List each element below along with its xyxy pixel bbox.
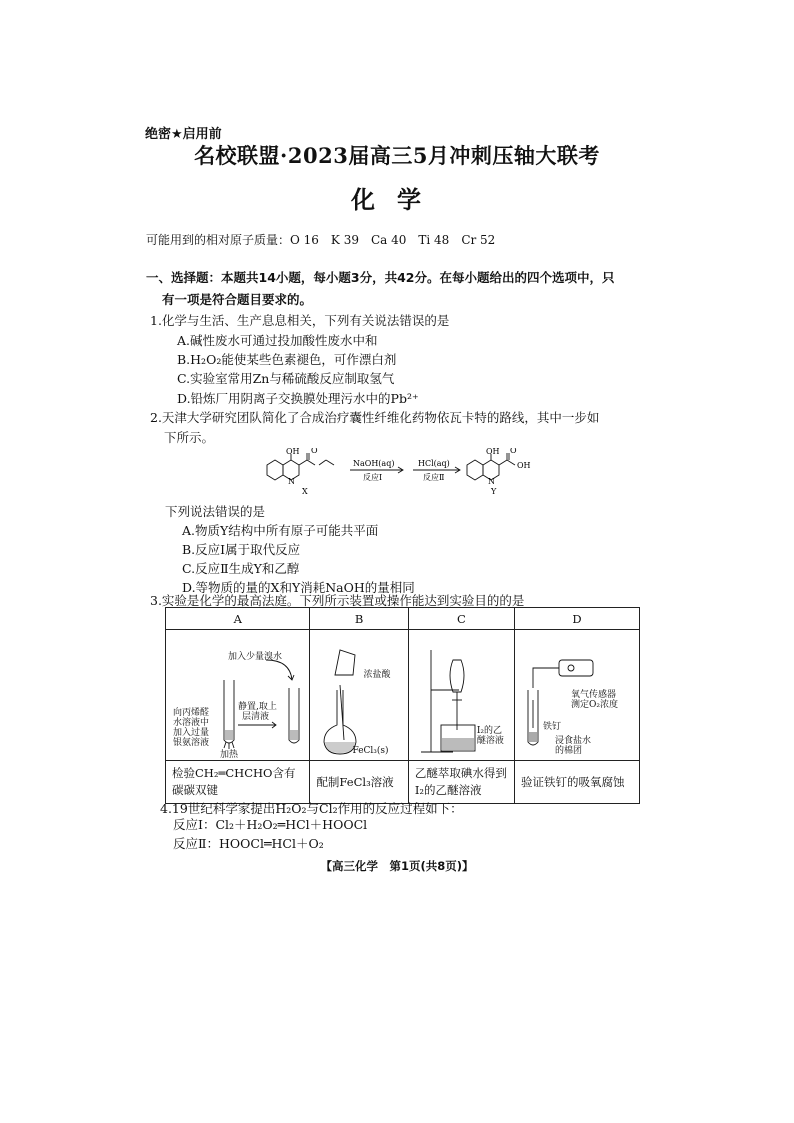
section-heading: 一、选择题：本题共14小题，每小题3分，共42分。在每小题给出的四个选项中，只 [146, 270, 615, 285]
connecting-tube [533, 668, 559, 688]
q2-option-b: B.反应Ⅰ属于取代反应 [182, 542, 301, 557]
caption-c: 乙醚萃取碘水得到I₂的乙醚溶液 [408, 761, 514, 804]
sensor-label-1: 氧气传感器 [571, 690, 617, 700]
cotton-label-1: 浸食盐水 [555, 736, 592, 746]
y-acid-oh: OH [517, 461, 531, 470]
q1-option-d: D.铅炼厂用阴离子交换膜处理污水中的Pb²⁺ [177, 391, 419, 406]
acrolein-label-1: 向丙烯醛 [173, 708, 210, 718]
acrolein-label-4: 银氨溶液 [173, 738, 210, 748]
add-bromine-label: 加入少量溴水 [228, 652, 283, 662]
cotton-label-2: 的棉团 [555, 746, 583, 756]
col-header-c: C [408, 608, 514, 630]
salt-cotton [529, 732, 537, 742]
subject-title: 化学 [351, 185, 443, 214]
acrolein-label-2: 水溶液中 [173, 718, 210, 728]
caption-d: 验证铁钉的吸氧腐蚀 [515, 761, 640, 804]
oxygen-sensor [559, 660, 593, 676]
experiment-table [165, 607, 640, 804]
acrolein-label-3: 加入过量 [173, 728, 210, 738]
heat-label: 加热 [220, 750, 239, 760]
confidential-label: 绝密★启用前 [145, 127, 222, 142]
reagent-2: HCl(aq) [418, 459, 450, 468]
col-header-b: B [310, 608, 408, 630]
col-header-d: D [515, 608, 640, 630]
q1-option-b: B.H₂O₂能使某些色素褪色，可作漂白剂 [177, 352, 397, 367]
separatory-funnel [450, 660, 464, 692]
exam-title: 名校联盟·2023届高三5月冲刺压轴大联考 [194, 143, 600, 168]
q2-option-d: D.等物质的量的X和Y消耗NaOH的量相同 [182, 580, 415, 595]
apparatus-d [515, 630, 640, 761]
q1-option-a: A.碱性废水可通过投加酸性废水中和 [177, 333, 378, 348]
x-benzene-ring [267, 460, 283, 480]
settle-label-1: 静置,取上 [238, 702, 277, 712]
x-oh-label: OH [286, 448, 300, 456]
bromine-arrow [266, 660, 292, 680]
y-n-label: N [488, 477, 495, 486]
y-oh-label: OH [486, 448, 500, 456]
step-1-label: 反应Ⅰ [363, 473, 383, 482]
apparatus-a [166, 630, 310, 761]
col-header-a: A [166, 608, 310, 630]
q3-stem: 3.实验是化学的最高法庭。下列所示装置或操作能达到实验目的的是 [150, 593, 525, 608]
q2-ask: 下列说法错误的是 [165, 504, 266, 519]
settle-label-2: 层清液 [242, 712, 270, 722]
q2-stem: 2.天津大学研究团队简化了合成治疗囊性纤维化药物依瓦卡特的路线，其中一步如 [150, 410, 600, 425]
section-heading-cont: 有一项是符合题目要求的。 [162, 292, 313, 307]
step-2-label: 反应Ⅱ [423, 473, 445, 482]
iodine-ether-label-1: I₂的乙 [476, 726, 503, 736]
q4-stem: 4.19世纪科学家提出H₂O₂与Cl₂作用的反应过程如下： [160, 801, 463, 816]
sensor-label-2: 测定O₂浓度 [571, 700, 619, 710]
x-carbonyl-o: O [311, 448, 318, 455]
apparatus-b [310, 630, 408, 761]
caption-a: 检验CH₂═CHCHO含有碳碳双键 [166, 761, 310, 804]
q1-stem: 1.化学与生活、生产息息相关，下列有关说法错误的是 [150, 313, 450, 328]
heat-flame [224, 742, 234, 749]
x-label: X [302, 487, 308, 496]
caption-b: 配制FeCl₃溶液 [310, 761, 408, 804]
y-label: Y [491, 487, 497, 496]
q1-option-c: C.实验室常用Zn与稀硫酸反应制取氢气 [177, 371, 395, 386]
iodine-ether-label-2: 醚溶液 [476, 736, 504, 746]
acid-beaker [335, 650, 355, 675]
fecl3-solid-label: FeCl₃(s) [352, 746, 389, 756]
q4-reaction-1: 反应Ⅰ：Cl₂＋H₂O₂═HCl＋HOOCl [173, 817, 368, 832]
conc-hcl-label: 浓盐酸 [363, 670, 391, 680]
reaction-scheme [255, 448, 555, 498]
apparatus-c [408, 630, 514, 761]
nail-label: 铁钉 [543, 722, 562, 732]
y-carbonyl-o: O [510, 448, 517, 455]
q2-option-c: C.反应Ⅱ生成Y和乙醇 [182, 561, 300, 576]
reagent-1: NaOH(aq) [353, 459, 395, 468]
x-n-label: N [288, 477, 295, 486]
y-benzene-ring [467, 460, 483, 480]
page-footer: 【高三化学 第1页(共8页)】 [320, 859, 474, 873]
q4-reaction-2: 反应Ⅱ：HOOCl═HCl＋O₂ [173, 836, 324, 851]
atomic-masses: 可能用到的相对原子质量：O 16 K 39 Ca 40 Ti 48 Cr 52 [146, 233, 496, 247]
q2-stem-cont: 下所示。 [164, 430, 215, 445]
q2-option-a: A.物质Y结构中所有原子可能共平面 [182, 523, 379, 538]
